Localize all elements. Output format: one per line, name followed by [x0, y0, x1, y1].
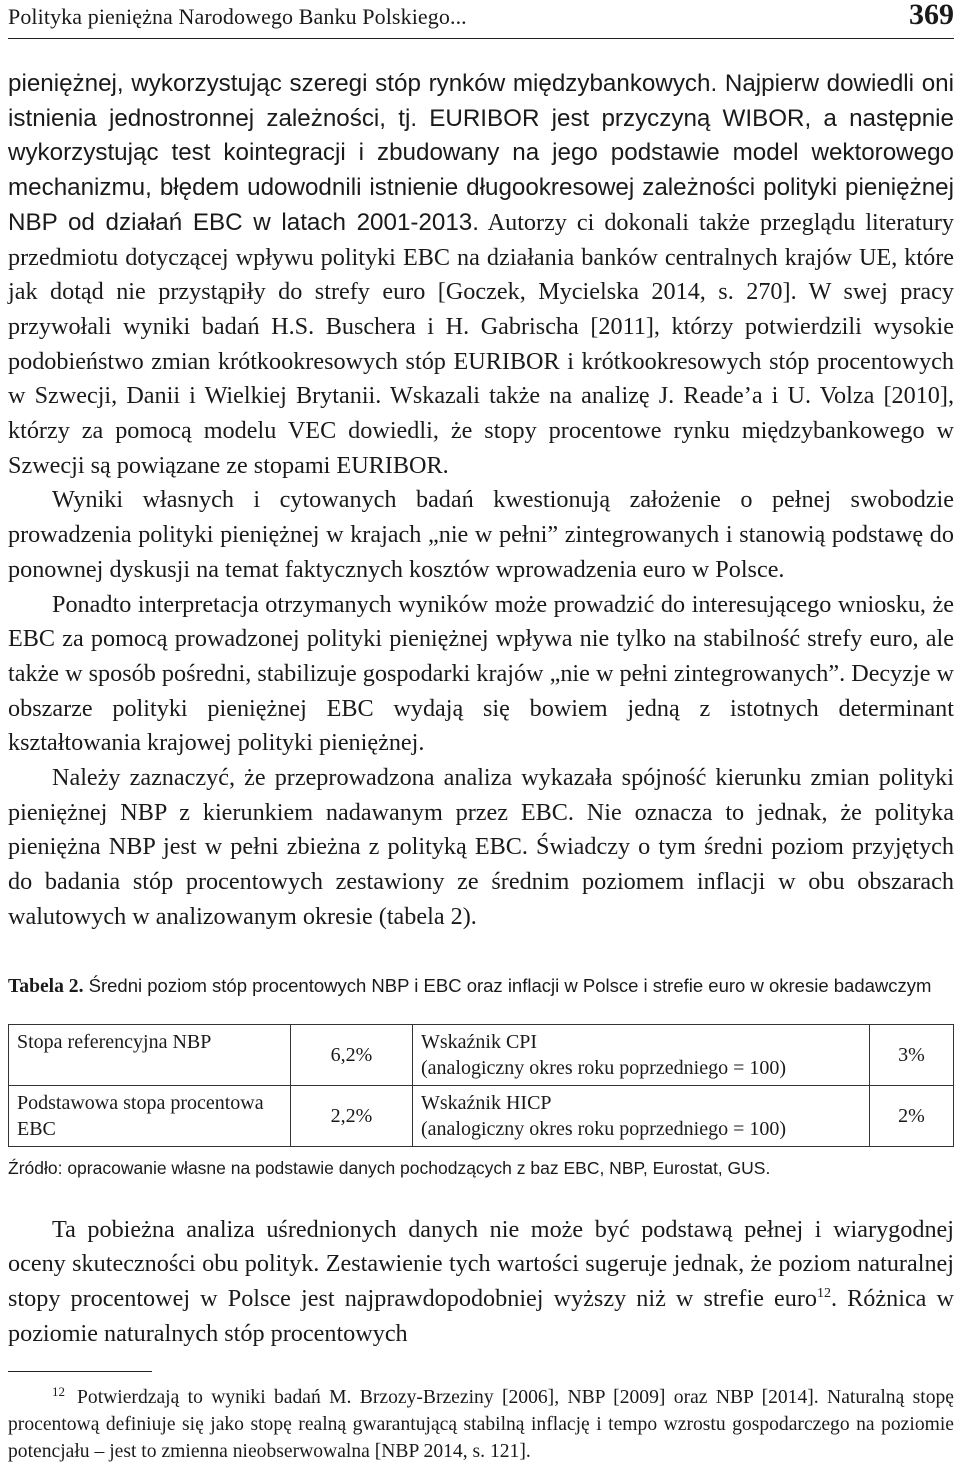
table-caption	[8, 971, 954, 1002]
paragraph-5-text: Ta pobieżna analiza uśrednionych danych nie może być podstawą pełnej i wiarygodnej oceny skuteczności obu polityk. Zestawienie tych wartości sugeruje jednak, że poziom naturalnej stopy procentowej w Polsce jest najprawdopodobniej wyższy niż w strefie euro	[8, 1215, 954, 1312]
paragraph-5-continuation: . Różnica w poziomie naturalnych stóp procentowych	[8, 1284, 954, 1347]
index-cell	[413, 1085, 870, 1146]
index-name: Wskaźnik CPI	[421, 1030, 538, 1053]
rate-value-cell: 2,2%	[291, 1085, 413, 1146]
paragraph-1-part-3: Gabrischa [2011], którzy potwierdzili wysokie podobieństwo zmian krótkookresowych stóp EURIBOR i krótkookresowych stóp procentowych w Szwecji, Danii i Wielkiej Brytanii. Wskazali także na analizę J. Reade’a i U. Volza [2010], którzy za pomocą modelu VEC dowiedli, że stopy procentowe rynku międzybankowego w Szwecji są powiązane ze stopami EURIBOR.	[8, 312, 955, 479]
index-name: Wskaźnik HICP	[421, 1091, 552, 1114]
paragraph-2: Wyniki własnych i cytowanych badań kwestionują założenie o pełnej swobodzie prowadzenia polityki pieniężnej w krajach „nie w pełni” zintegrowanych i stanowią podstawę do ponownej dyskusji na temat faktycznych kosztów wprowadzenia euro w Polsce.	[8, 486, 954, 583]
index-note: (analogiczny okres roku poprzedniego = 100)	[421, 1056, 787, 1079]
rate-value-cell: 6,2%	[291, 1024, 413, 1085]
table-caption-label: Tabela 2.	[8, 975, 84, 997]
paragraph-1-part-1: pieniężnej, wykorzystując szeregi stóp rynków międzybankowych. Najpierw dowiedli oni istnienia jednostronnej zależności, tj. EURIBOR jest przyczyną WIBOR, a następnie wykorzystując test kointegracji i zbudowany na jego podstawie model wektorowego mechanizmu, błędem udowodnili istnienie długookresowej zależności polityki pieniężnej NBP od działań EBC w latach 2001-2013.	[8, 70, 954, 236]
table-caption-text: Średni poziom stóp procentowych NBP i EBC oraz inflacji w Polsce i strefie euro w okresie badawczym	[83, 974, 932, 996]
document-page	[8, 0, 954, 1465]
rate-label-cell: Stopa referencyjna NBP	[9, 1024, 291, 1085]
page-number: 369	[909, 0, 954, 31]
index-cell	[413, 1024, 870, 1085]
running-title: Polityka pieniężna Narodowego Banku Polskiego...	[8, 4, 467, 29]
paragraph-5	[8, 1213, 954, 1352]
index-value-cell: 2%	[870, 1085, 954, 1146]
table-row	[9, 1024, 954, 1085]
footnote-number: 12	[52, 1383, 65, 1399]
running-header	[8, 0, 954, 39]
index-value-cell: 3%	[870, 1024, 954, 1085]
index-note: (analogiczny okres roku poprzedniego = 100)	[421, 1117, 787, 1140]
paragraph-3: Ponadto interpretacja otrzymanych wyników może prowadzić do interesującego wniosku, że EBC za pomocą prowadzonej polityki pieniężnej wpływa nie tylko na stabilność strefy euro, ale także w sposób pośredni, stabilizuje gospodarki krajów „nie w pełni zintegrowanych”. Decyzje w obszarze polityki pieniężnej EBC wydają się bowiem jedną z istotnych determinant kształtowania krajowej polityki pieniężnej.	[8, 590, 954, 757]
paragraph-1	[8, 67, 954, 483]
footnote-separator	[8, 1371, 152, 1372]
table-row	[9, 1085, 954, 1146]
paragraph-4: Należy zaznaczyć, że przeprowadzona analiza wykazała spójność kierunku zmian polityki pieniężnej NBP z kierunkiem nadawanym przez EBC. Nie oznacza to jednak, że polityka pieniężna NBP jest w pełni zbieżna z polityką EBC. Świadczy o tym średni poziom przyjętych do badania stóp procentowych zestawiony ze średnim poziomem inflacji w obu obszarach walutowych w analizowanym okresie (tabela 2).	[8, 764, 954, 930]
paragraph-1-part-2: Autorzy ci dokonali także przeglądu literatury przedmiotu dotyczącej wpływu polityki EBC na działania banków centralnych krajów UE, które jak dotąd nie przystąpiły do strefy euro [Goczek, Mycielska 2014, s. 270]. W swej pracy przywołali wyniki badań H.S. Buschera i H.	[8, 208, 954, 340]
body-text	[8, 67, 954, 935]
footnote-reference: 12	[817, 1285, 832, 1301]
footnote-12	[8, 1384, 954, 1465]
footnote-text: Potwierdzają to wyniki badań M. Brzozy-Brzeziny [2006], NBP [2009] oraz NBP [2014]. Naturalną stopę procentową definiuje się jako stopę realną gwarantującą stabilną inflację i tempo wzrostu gospodarczego na poziomie potencjału – jest to zmienna nieobserwowalna [NBP 2014, s. 121].	[8, 1387, 954, 1463]
table-source-note: Źródło: opracowanie własne na podstawie danych pochodzących z baz EBC, NBP, Eurostat, GUS.	[8, 1157, 771, 1178]
rates-inflation-table	[8, 1024, 954, 1147]
closing-text	[8, 1213, 954, 1352]
rate-label-cell: Podstawowa stopa procentowa EBC	[9, 1085, 291, 1146]
